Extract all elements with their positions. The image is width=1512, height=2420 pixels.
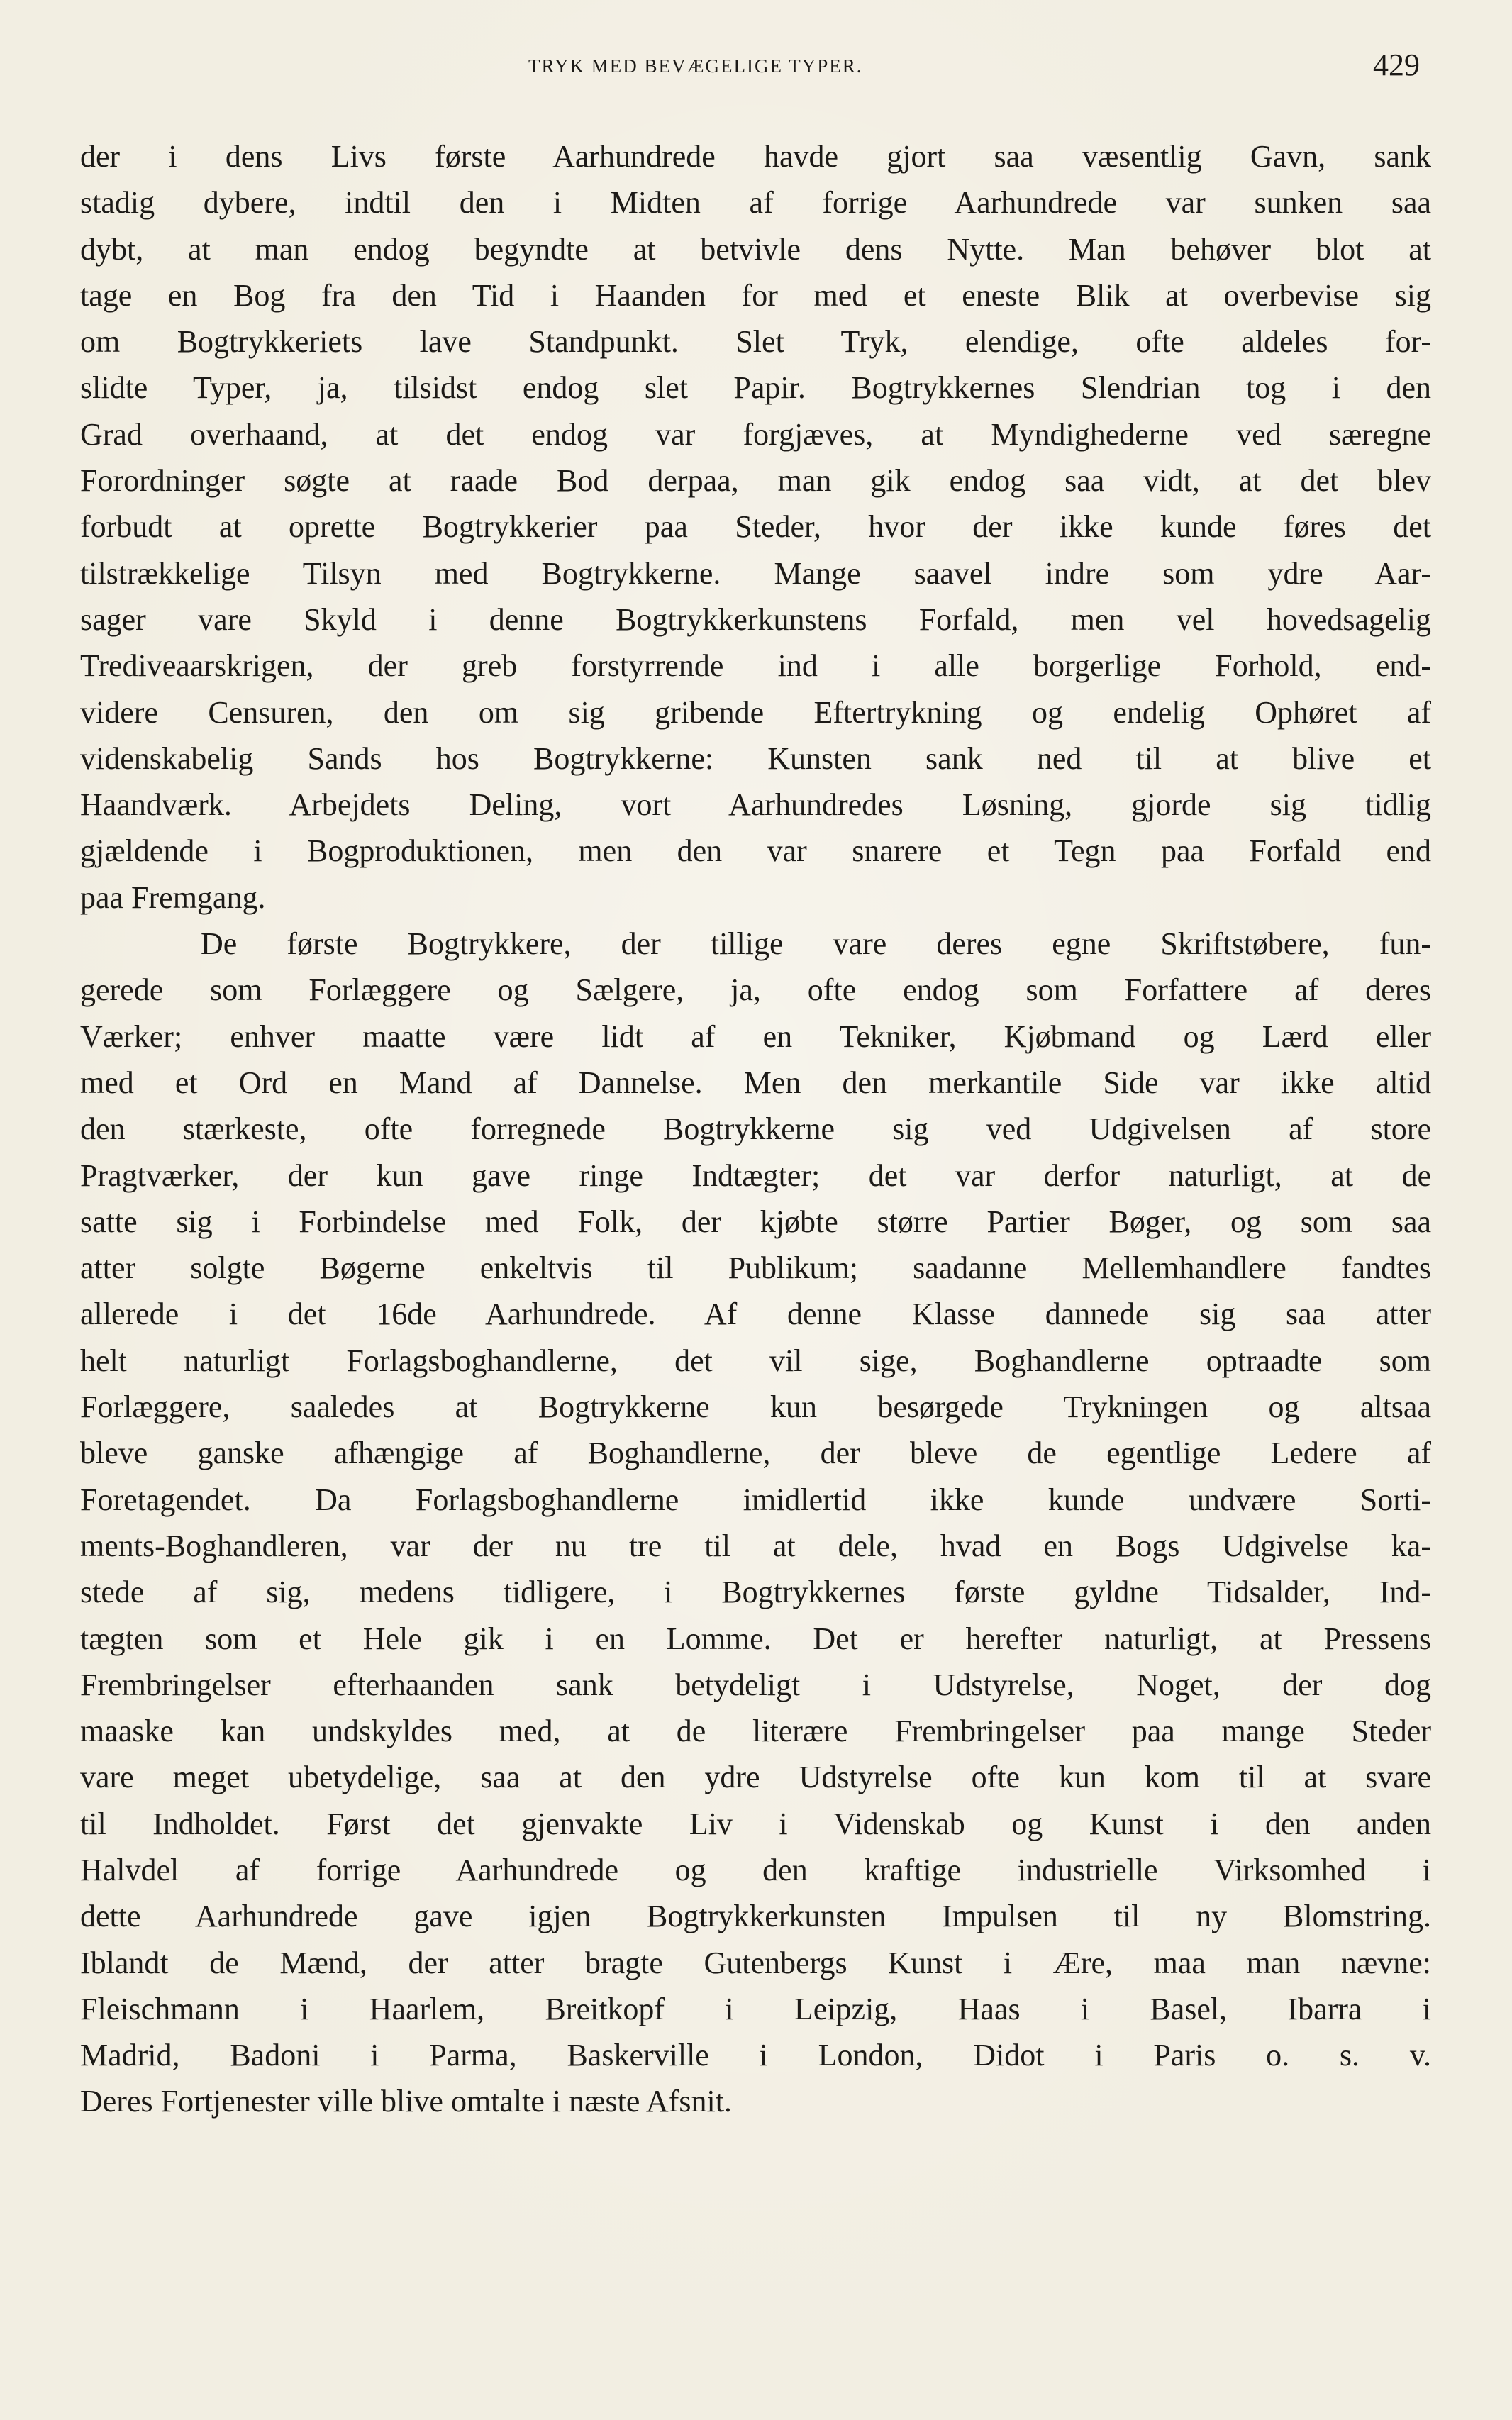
running-title: TRYK MED BEVÆGELIGE TYPER. <box>528 55 863 77</box>
text-line: vare meget ubetydelige, saa at den ydre Udstyrelse ofte kun kom til at svare <box>80 1760 1431 1795</box>
text-line: Grad overhaand, at det endog var forgjæves, at Myndighederne ved særegne <box>80 416 1431 452</box>
text-line: Frembringelser efterhaanden sank betydeligt i Udstyrelse, Noget, der dog <box>80 1667 1431 1702</box>
text-line: satte sig i Forbindelse med Folk, der kjøbte større Partier Bøger, og som saa <box>80 1204 1431 1239</box>
text-line: med et Ord en Mand af Dannelse. Men den merkantile Side var ikke altid <box>80 1065 1431 1100</box>
text-line: Haandværk. Arbejdets Deling, vort Aarhundredes Løsning, gjorde sig tidlig <box>80 787 1431 823</box>
text-line: atter solgte Bøgerne enkeltvis til Publikum; saadanne Mellemhandlere fandtes <box>80 1250 1431 1286</box>
page-header <box>0 45 1512 88</box>
text-line: dette Aarhundrede gave igjen Bogtrykkerkunsten Impulsen til ny Blomstring. <box>80 1899 1431 1934</box>
text-line: videre Censuren, den om sig gribende Eftertrykning og endelig Ophøret af <box>80 694 1431 730</box>
text-line: om Bogtrykkeriets lave Standpunkt. Slet Tryk, elendige, ofte aldeles for- <box>80 324 1431 360</box>
text-line: Forordninger søgte at raade Bod derpaa, man gik endog saa vidt, at det blev <box>80 463 1431 499</box>
text-line: gerede som Forlæggere og Sælgere, ja, ofte endog som Forfattere af deres <box>80 972 1431 1008</box>
text-line: Halvdel af forrige Aarhundrede og den kraftige industrielle Virksomhed i <box>80 1852 1431 1887</box>
text-line: Iblandt de Mænd, der atter bragte Gutenbergs Kunst i Ære, maa man nævne: <box>80 1945 1431 1980</box>
text-line: der i dens Livs første Aarhundrede havde gjort saa væsentlig Gavn, sank <box>80 139 1431 174</box>
body-text <box>80 133 1431 2125</box>
page-number: 429 <box>1373 48 1420 82</box>
text-line: De første Bogtrykkere, der tillige vare deres egne Skriftstøbere, fun- <box>201 926 1431 962</box>
text-line: Madrid, Badoni i Parma, Baskerville i London, Didot i Paris o. s. v. <box>80 2038 1431 2073</box>
text-line: Pragtværker, der kun gave ringe Indtægter; det var derfor naturligt, at de <box>80 1158 1431 1193</box>
text-line: stadig dybere, indtil den i Midten af forrige Aarhundrede var sunken saa <box>80 185 1431 221</box>
text-line: den stærkeste, ofte forregnede Bogtrykkerne sig ved Udgivelsen af store <box>80 1111 1431 1147</box>
text-line: tægten som et Hele gik i en Lomme. Det er herefter naturligt, at Pressens <box>80 1621 1431 1656</box>
text-line: Forlæggere, saaledes at Bogtrykkerne kun besørgede Trykningen og altsaa <box>80 1389 1431 1425</box>
text-line: Deres Fortjenester ville blive omtalte i næste Afsnit. <box>80 2084 732 2119</box>
text-line: bleve ganske afhængige af Boghandlerne, der bleve de egentlige Ledere af <box>80 1436 1431 1471</box>
text-line: helt naturligt Forlagsboghandlerne, det vil sige, Boghandlerne optraadte som <box>80 1343 1431 1378</box>
text-line: til Indholdet. Først det gjenvakte Liv i Videnskab og Kunst i den anden <box>80 1806 1431 1841</box>
text-line: forbudt at oprette Bogtrykkerier paa Steder, hvor der ikke kunde føres det <box>80 509 1431 545</box>
text-line: tage en Bog fra den Tid i Haanden for med et eneste Blik at overbevise sig <box>80 277 1431 313</box>
text-line: Værker; enhver maatte være lidt af en Tekniker, Kjøbmand og Lærd eller <box>80 1018 1431 1054</box>
text-line: gjældende i Bogproduktionen, men den var snarere et Tegn paa Forfald end <box>80 833 1431 869</box>
text-line: allerede i det 16de Aarhundrede. Af denne Klasse dannede sig saa atter <box>80 1297 1431 1332</box>
text-line: dybt, at man endog begyndte at betvivle dens Nytte. Man behøver blot at <box>80 231 1431 267</box>
text-line: tilstrækkelige Tilsyn med Bogtrykkerne. Mange saavel indre som ydre Aar- <box>80 555 1431 591</box>
text-line: Fleischmann i Haarlem, Breitkopf i Leipzig, Haas i Basel, Ibarra i <box>80 1991 1431 2026</box>
text-line: videnskabelig Sands hos Bogtrykkerne: Kunsten sank ned til at blive et <box>80 740 1431 776</box>
text-line: Trediveaarskrigen, der greb forstyrrende ind i alle borgerlige Forhold, end- <box>80 648 1431 684</box>
text-line: maaske kan undskyldes med, at de literære Frembringelser paa mange Steder <box>80 1714 1431 1749</box>
text-line: sager vare Skyld i denne Bogtrykkerkunstens Forfald, men vel hovedsagelig <box>80 601 1431 637</box>
text-line: stede af sig, medens tidligere, i Bogtrykkernes første gyldne Tidsalder, Ind- <box>80 1575 1431 1610</box>
text-line: Foretagendet. Da Forlagsboghandlerne imidlertid ikke kunde undvære Sorti- <box>80 1482 1431 1517</box>
text-line: slidte Typer, ja, tilsidst endog slet Papir. Bogtrykkernes Slendrian tog i den <box>80 370 1431 406</box>
text-line: paa Fremgang. <box>80 879 266 915</box>
text-line: ments-Boghandleren, var der nu tre til at dele, hvad en Bogs Udgivelse ka- <box>80 1528 1431 1563</box>
